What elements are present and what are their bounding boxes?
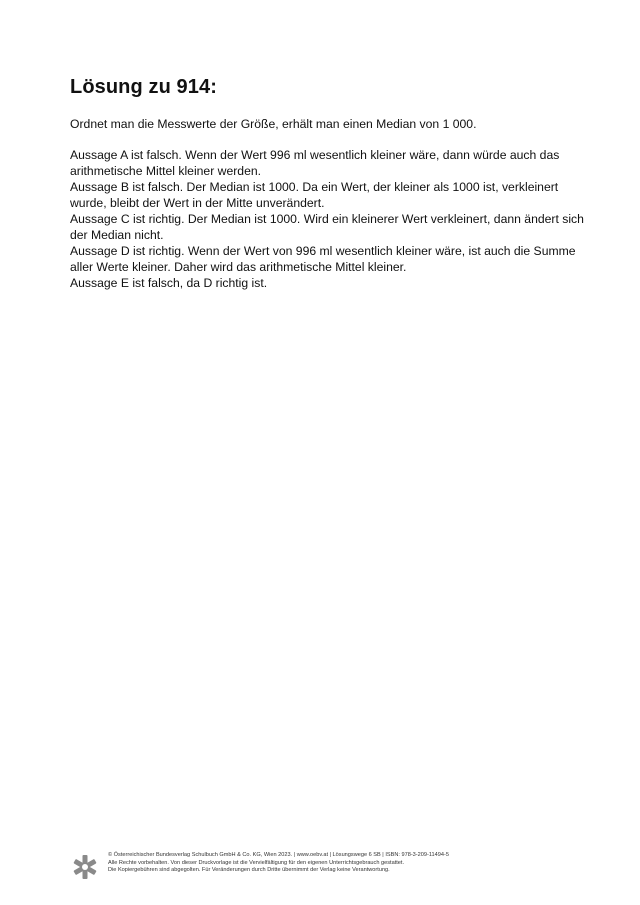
footer-line: Die Kopiergebühren sind abgegolten. Für Veränderungen durch Dritte übernimmt der Verlag keine Verantwortung. [108, 867, 390, 874]
intro-paragraph: Ordnet man die Messwerte der Größe, erhält man einen Median von 1 000. [70, 117, 477, 131]
footer-line: Alle Rechte vorbehalten. Von dieser Druckvorlage ist die Vervielfältigung für den eigenen Unterrichtsgebrauch gestattet. [108, 859, 405, 866]
statement-e: Aussage E ist falsch, da D richtig ist. [70, 276, 268, 290]
footer-copyright [108, 852, 449, 875]
statement-b: Aussage B ist falsch. Der Median ist 1000. Da ein Wert, der kleiner als 1000 ist, verkleinert wurde, bleibt der Wert in der Mitte unverändert. [70, 180, 559, 210]
statement-a: Aussage A ist falsch. Wenn der Wert 996 ml wesentlich kleiner wäre, dann würde auch das arithmetische Mittel kleiner werden. [70, 148, 560, 178]
page-title: Lösung zu 914: [70, 76, 217, 98]
footer-line: © Österreichischer Bundesverlag Schulbuch GmbH & Co. KG, Wien 2023. | www.oebv.at | Lösungswege 6 SB | ISBN: 978-3-209-11494-5 [108, 852, 449, 858]
statement-c: Aussage C ist richtig. Der Median ist 1000. Wird ein kleinerer Wert verkleinert, dann ändert sich der Median nicht. [70, 212, 584, 242]
page-footer [72, 852, 592, 882]
statement-list [70, 147, 590, 291]
statement-d: Aussage D ist richtig. Wenn der Wert von 996 ml wesentlich kleiner wäre, ist auch die Summe aller Werte kleiner. Daher wird das arithmetische Mittel kleiner. [70, 244, 576, 274]
publisher-logo-icon [72, 854, 98, 880]
